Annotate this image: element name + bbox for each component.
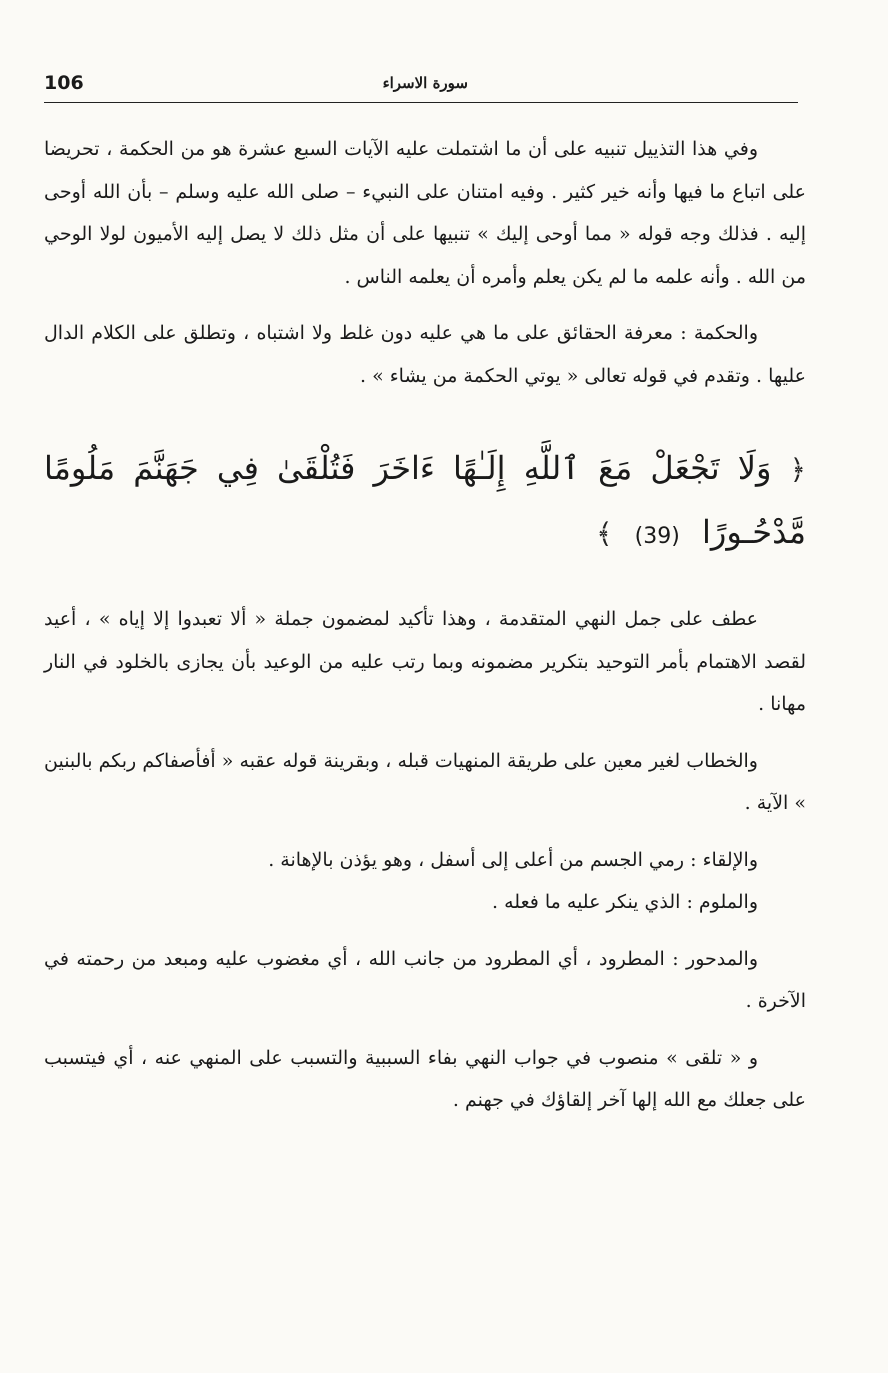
paragraph-tadhyeel: وفي هذا التذييل تنبيه على أن ما اشتملت عليه الآيات السبع عشرة هو من الحكمة ، تحريضا على اتباع ما فيها وأنه خير كثير . وفيه امتنان على النبيء – صلى الله عليه وسلم – بأن الله أوحى إليه . فذلك وجه قوله « مما أوحى إليك » تنبيها على أن مثل ذلك لا يصل إليه الأميون لولا الوحي من الله . وأنه علمه ما لم يكن يعلم وأمره أن يعلمه الناس . [44,138,806,288]
paragraph-ilqa: والإلقاء : رمي الجسم من أعلى إلى أسفل ، وهو يؤذن بالإهانة . [268,848,758,871]
verse-text: وَلَا تَجْعَلْ مَعَ ٱللَّهِ إِلَـٰهًا ءَاخَرَ فَتُلْقَىٰ فِي جَهَنَّمَ مَلُومًا مَّدْحُـورًا [44,449,806,551]
paragraph-malum: والملوم : الذي ينكر عليه ما فعله . [492,891,758,913]
paragraph-tulqa: و « تلقى » منصوب في جواب النهي بفاء السببية والتسبب على المنهي عنه ، أي فيتسبب على جعلك مع الله إلها آخر إلقاؤك في جهنم . [44,1046,806,1111]
paragraph-madhur: والمدحور : المطرود ، أي المطرود من جانب الله ، أي مغضوب عليه ومبعد من رحمته في الآخرة . [44,947,806,1012]
verse-close-bracket: ﴾ [596,517,613,550]
page-header [44,70,798,103]
quran-verse [44,437,806,568]
page-body [44,128,806,1136]
surah-title: سورة الاسراء [382,74,468,92]
paragraph-khitab: والخطاب لغير معين على طريقة المنهيات قبله ، وبقرينة قوله عقبه « أفأصفاكم ربكم بالبنين » الآية . [44,749,806,814]
page-number: 106 [44,72,84,94]
paragraph-atf: عطف على جمل النهي المتقدمة ، وهذا تأكيد لمضمون جملة « ألا تعبدوا إلا إياه » ، أعيد لقصد الاهتمام بأمر التوحيد بتكرير مضمونه وبما رتب عليه من الوعيد بأن يجازى بالخلود في النار مهانا . [44,608,806,715]
verse-number: (39) [634,524,680,549]
verse-open-bracket: ﴿ [789,453,807,486]
paragraph-hikma: والحكمة : معرفة الحقائق على ما هي عليه دون غلط ولا اشتباه ، وتطلق على الكلام الدال عليها . وتقدم في قوله تعالى « يوتي الحكمة من يشاء » . [44,322,806,387]
